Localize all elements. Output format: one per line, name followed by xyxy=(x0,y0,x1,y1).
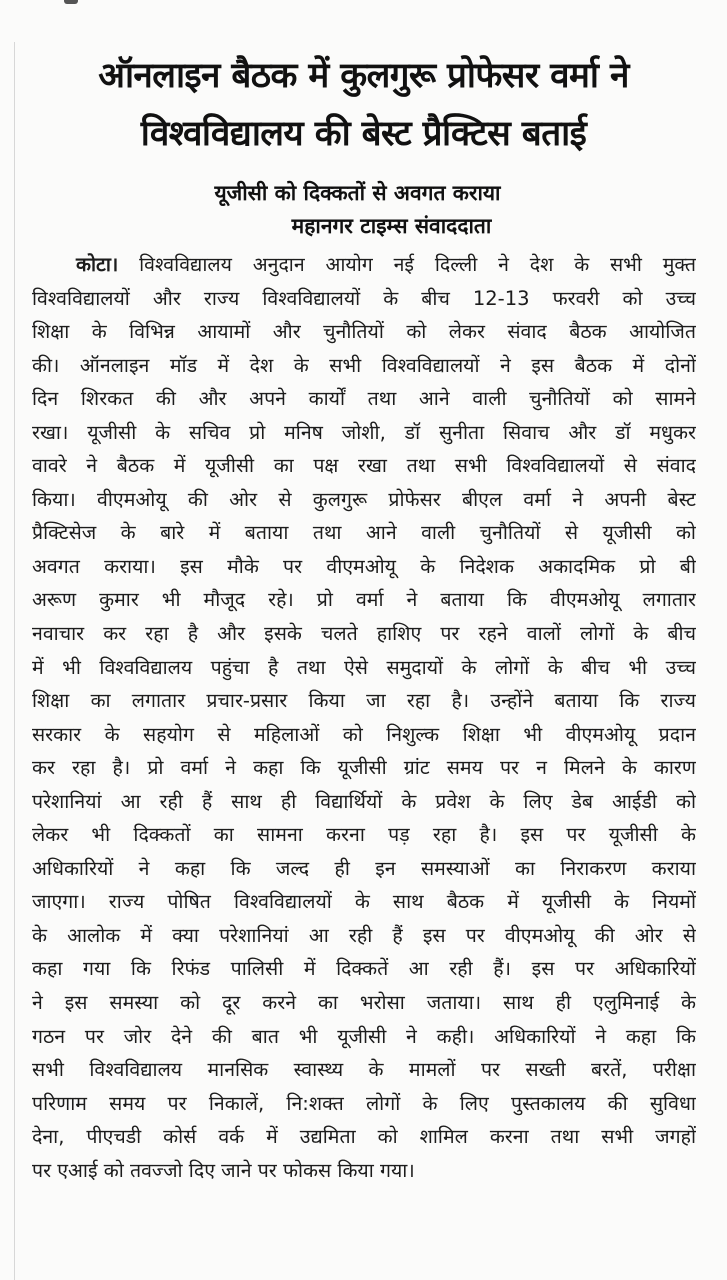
body-line: देना, पीएचडी कोर्स वर्क में उद्यमिता को शामिल करना तथा सभी जगहों xyxy=(32,1125,696,1149)
body-line: की। ऑनलाइन मॉड में देश के सभी विश्वविद्यालयों ने इस बैठक में दोनों xyxy=(32,353,696,377)
body-line: अवगत कराया। इस मौके पर वीएमओयू के निदेशक अकादमिक प्रो बी xyxy=(32,554,696,578)
body-line: परिणाम समय पर निकालें, नि:शक्त लोगों के लिए पुस्तकालय की सुविधा xyxy=(32,1091,696,1115)
body-line: दिन शिरकत की और अपने कार्यों तथा आने वाली चुनौतियों को सामने xyxy=(32,387,696,411)
body-line: किया। वीएमओयू की ओर से कुलगुरू प्रोफेसर बीएल वर्मा ने अपनी बेस्ट xyxy=(32,487,696,511)
body-line: परेशानियां आ रही हैं साथ ही विद्यार्थियों के प्रवेश के लिए डेब आईडी को xyxy=(32,789,696,813)
body-line: लेकर भी दिक्कतों का सामना करना पड़ रहा है। इस पर यूजीसी के xyxy=(32,823,696,847)
body-line: रखा। यूजीसी के सचिव प्रो मनिष जोशी, डॉ सुनीता सिवाच और डॉ मधुकर xyxy=(32,420,696,444)
page-edge-mark xyxy=(64,0,78,4)
body-line: नवाचार कर रहा है और इसके चलते हाशिए पर रहने वालों लोगों के बीच xyxy=(32,622,696,646)
body-line: प्रैक्टिसेज के बारे में बताया तथा आने वाली चुनौतियों से यूजीसी को xyxy=(32,521,696,545)
body-line: सभी विश्वविद्यालय मानसिक स्वास्थ्य के मामलों पर सख्ती बरतें, परीक्षा xyxy=(32,1058,696,1082)
headline-line-1: ऑनलाइन बैठक में कुलगुरू प्रोफेसर वर्मा ने xyxy=(98,56,629,96)
subheadline: यूजीसी को दिक्कतों से अवगत कराया xyxy=(214,181,501,205)
body-line: के आलोक में क्या परेशानियां आ रही हैं इस पर वीएमओयू की ओर से xyxy=(32,923,696,947)
body-line: वावरे ने बैठक में यूजीसी का पक्ष रखा तथा सभी विश्वविद्यालयों से संवाद xyxy=(32,454,696,478)
body-line: जाएगा। राज्य पोषित विश्वविद्यालयों के साथ बैठक में यूजीसी के नियमों xyxy=(32,890,696,914)
body-line: शिक्षा का लगातार प्रचार-प्रसार किया जा रहा है। उन्होंने बताया कि राज्य xyxy=(32,689,696,713)
dateline: कोटा। xyxy=(76,253,119,276)
body-line: कहा गया कि रिफंड पालिसी में दिक्कतें आ रही हैं। इस पर अधिकारियों xyxy=(32,957,696,981)
headline-line-2: विश्वविद्यालय की बेस्ट प्रैक्टिस बताई xyxy=(140,114,587,154)
body-line: अरूण कुमार भी मौजूद रहे। प्रो वर्मा ने बताया कि वीएमओयू लगातार xyxy=(32,588,696,612)
byline: महानगर टाइम्स संवाददाता xyxy=(291,214,492,238)
body-line: अधिकारियों ने कहा कि जल्द ही इन समस्याओं का निराकरण कराया xyxy=(32,856,696,880)
body-line: गठन पर जोर देने की बात भी यूजीसी ने कही। अधिकारियों ने कहा कि xyxy=(32,1024,696,1048)
body-line: सरकार के सहयोग से महिलाओं को निशुल्क शिक्षा भी वीएमओयू प्रदान xyxy=(32,722,696,746)
body-line: कोटा। विश्वविद्यालय अनुदान आयोग नई दिल्ली ने देश के सभी मुक्त xyxy=(76,253,696,276)
body-line: पर एआई को तवज्जो दिए जाने पर फोकस किया गया। xyxy=(32,1158,415,1182)
article-body xyxy=(32,248,696,1187)
body-line: विश्वविद्यालयों और राज्य विश्वविद्यालयों के बीच 12-13 फरवरी को उच्च xyxy=(32,286,696,310)
body-line: ने इस समस्या को दूर करने का भरोसा जताया। साथ ही एलुमिनाई के xyxy=(32,991,696,1015)
column-rule xyxy=(14,42,15,1280)
body-line: शिक्षा के विभिन्न आयामों और चुनौतियों को लेकर संवाद बैठक आयोजित xyxy=(32,320,696,344)
body-line: में भी विश्वविद्यालय पहुंचा है तथा ऐसे समुदायों के लोगों के बीच भी उच्च xyxy=(32,655,696,679)
body-line: कर रहा है। प्रो वर्मा ने कहा कि यूजीसी ग्रांट समय पर न मिलने के कारण xyxy=(32,756,696,780)
